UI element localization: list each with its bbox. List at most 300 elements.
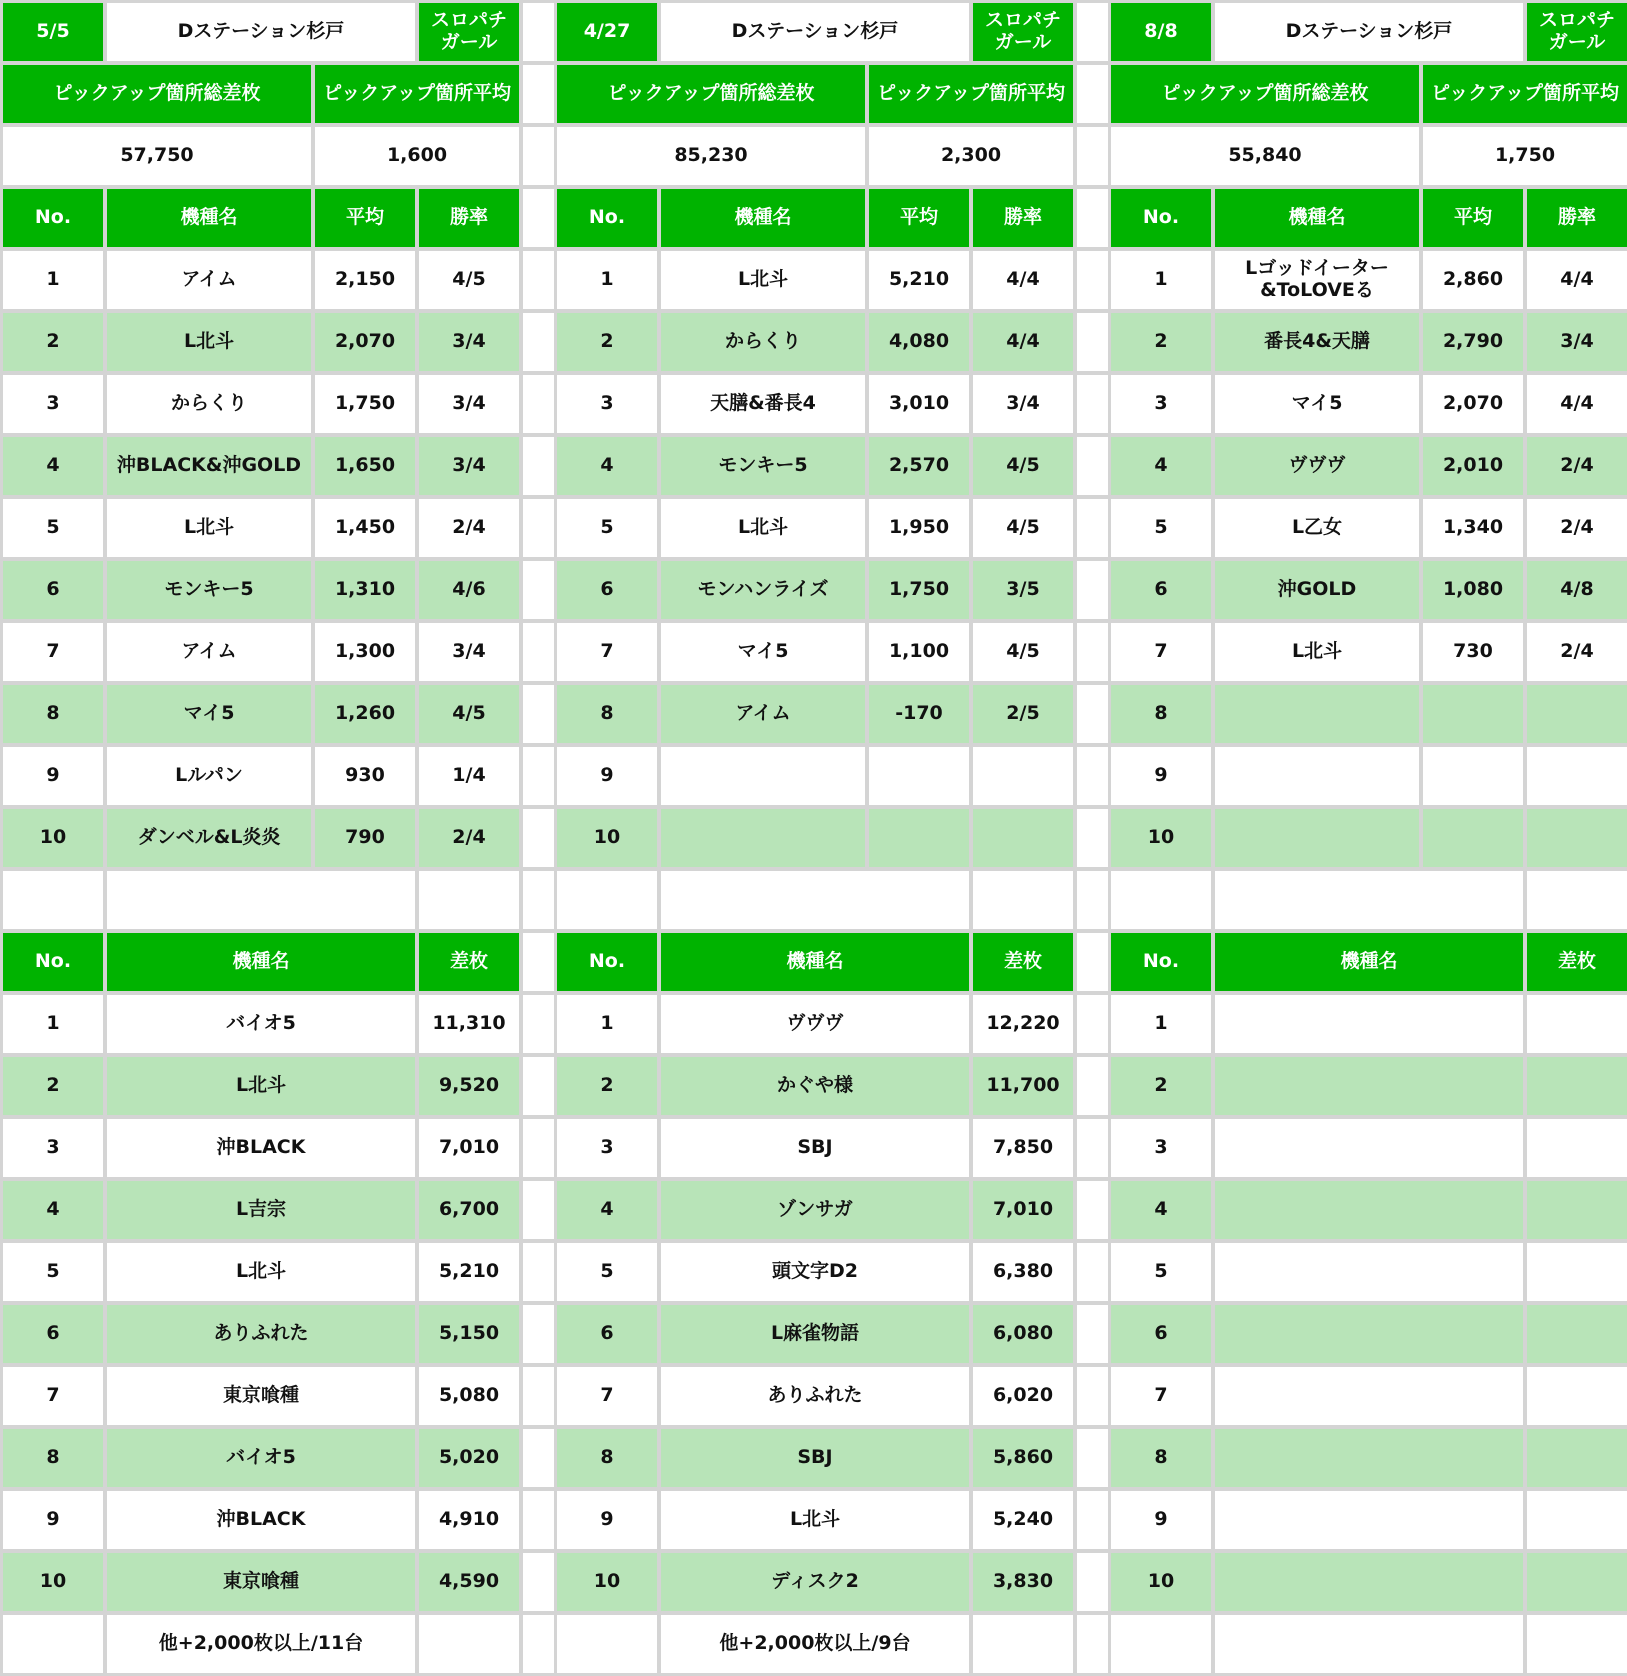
win-rate-cell[interactable]: 2/4 — [416, 806, 522, 870]
diff-model-name-cell[interactable]: かぐや様 — [658, 1054, 972, 1118]
diff-row — [554, 1302, 1089, 1366]
win-rate-cell[interactable]: 2/4 — [1524, 496, 1627, 560]
average-cell[interactable]: 2,070 — [312, 310, 418, 374]
brand-badge-cell[interactable] — [970, 0, 1076, 64]
diff-model-name-cell[interactable]: バイオ5 — [104, 992, 418, 1056]
average-cell[interactable]: 1,650 — [312, 434, 418, 498]
rank-no-cell[interactable]: 9 — [554, 744, 660, 808]
win-rate-cell[interactable]: 2/5 — [970, 682, 1076, 746]
model-name-cell[interactable]: アイム — [658, 682, 868, 746]
diff-value-cell[interactable]: 3,830 — [970, 1550, 1076, 1614]
header-model-name[interactable]: 機種名 — [104, 930, 418, 994]
model-name-cell[interactable]: からくり — [104, 372, 314, 436]
ranking-row — [1108, 372, 1627, 436]
diff-value-cell[interactable]: 7,010 — [416, 1116, 522, 1180]
model-name-cell[interactable]: L北斗 — [1212, 620, 1422, 684]
win-rate-cell[interactable]: 4/5 — [416, 248, 522, 312]
diff-no-cell[interactable]: 5 — [1108, 1240, 1214, 1304]
brand-badge-cell[interactable] — [416, 0, 522, 64]
date-cell[interactable]: 5/5 — [0, 0, 106, 64]
rank-no-cell[interactable]: 7 — [0, 620, 106, 684]
empty-cell[interactable] — [0, 868, 106, 932]
average-cell[interactable]: 1,340 — [1420, 496, 1526, 560]
rank-no-cell[interactable]: 7 — [554, 620, 660, 684]
diff-no-cell[interactable]: 1 — [0, 992, 106, 1056]
average-label[interactable]: ピックアップ箇所平均 — [312, 62, 522, 126]
empty-cell[interactable] — [1524, 868, 1627, 932]
ranking-row — [1108, 248, 1627, 312]
diff-no-cell[interactable]: 8 — [1108, 1426, 1214, 1490]
diff-value-cell[interactable]: 11,700 — [970, 1054, 1076, 1118]
model-name-cell[interactable]: 番長4&天膳 — [1212, 310, 1422, 374]
empty-cell[interactable] — [416, 1612, 522, 1676]
header-model-name[interactable]: 機種名 — [104, 186, 314, 250]
empty-cell[interactable] — [1524, 1612, 1627, 1676]
model-name-cell[interactable]: マイ5 — [104, 682, 314, 746]
date-cell[interactable]: 8/8 — [1108, 0, 1214, 64]
win-rate-cell[interactable]: 3/4 — [1524, 310, 1627, 374]
ranking-row — [0, 248, 535, 312]
ranking-row — [554, 372, 1089, 436]
average-cell[interactable]: 1,100 — [866, 620, 972, 684]
average-cell[interactable]: 730 — [1420, 620, 1526, 684]
diff-no-cell[interactable]: 1 — [554, 992, 660, 1056]
rank-no-cell[interactable]: 3 — [554, 372, 660, 436]
empty-cell[interactable] — [554, 1612, 660, 1676]
model-name-cell[interactable]: Lルパン — [104, 744, 314, 808]
win-rate-cell[interactable] — [970, 744, 1076, 808]
diff-no-cell[interactable]: 5 — [554, 1240, 660, 1304]
diff-value-cell[interactable]: 11,310 — [416, 992, 522, 1056]
win-rate-cell[interactable]: 3/4 — [416, 620, 522, 684]
ranking-row — [554, 682, 1089, 746]
rank-no-cell[interactable]: 2 — [1108, 310, 1214, 374]
average-cell[interactable]: 1,750 — [312, 372, 418, 436]
win-rate-cell[interactable]: 3/5 — [970, 558, 1076, 622]
average-label[interactable]: ピックアップ箇所平均 — [866, 62, 1076, 126]
win-rate-cell[interactable] — [1524, 806, 1627, 870]
model-name-cell[interactable]: マイ5 — [1212, 372, 1422, 436]
average-cell[interactable]: 4,080 — [866, 310, 972, 374]
diff-model-name-cell[interactable] — [1212, 1488, 1526, 1552]
empty-cell[interactable] — [1108, 868, 1214, 932]
diff-no-cell[interactable]: 1 — [1108, 992, 1214, 1056]
date-cell[interactable]: 4/27 — [554, 0, 660, 64]
diff-model-name-cell[interactable] — [1212, 1550, 1526, 1614]
diff-no-cell[interactable]: 9 — [554, 1488, 660, 1552]
diff-no-cell[interactable]: 7 — [1108, 1364, 1214, 1428]
win-rate-cell[interactable]: 3/4 — [970, 372, 1076, 436]
empty-cell[interactable] — [104, 868, 418, 932]
diff-value-cell[interactable] — [1524, 1178, 1627, 1242]
diff-no-cell[interactable]: 3 — [0, 1116, 106, 1180]
rank-no-cell[interactable]: 2 — [554, 310, 660, 374]
diff-model-name-cell[interactable]: 沖BLACK — [104, 1488, 418, 1552]
model-name-cell[interactable]: ヴヴヴ — [1212, 434, 1422, 498]
diff-no-cell[interactable]: 4 — [1108, 1178, 1214, 1242]
diff-no-cell[interactable]: 8 — [554, 1426, 660, 1490]
average-value[interactable]: 1,750 — [1420, 124, 1627, 188]
average-cell[interactable] — [1420, 744, 1526, 808]
diff-row — [0, 992, 535, 1056]
header-model-name[interactable]: 機種名 — [658, 186, 868, 250]
diff-value-cell[interactable]: 7,010 — [970, 1178, 1076, 1242]
model-name-cell[interactable]: 沖BLACK&沖GOLD — [104, 434, 314, 498]
rank-no-cell[interactable]: 10 — [1108, 806, 1214, 870]
diff-no-cell[interactable]: 3 — [1108, 1116, 1214, 1180]
total-diff-value[interactable]: 57,750 — [0, 124, 314, 188]
empty-cell[interactable] — [970, 1612, 1076, 1676]
diff-no-cell[interactable]: 6 — [554, 1302, 660, 1366]
diff-no-cell[interactable]: 8 — [0, 1426, 106, 1490]
win-rate-cell[interactable]: 3/4 — [416, 372, 522, 436]
average-cell[interactable]: 790 — [312, 806, 418, 870]
win-rate-cell[interactable] — [1524, 682, 1627, 746]
model-name-cell[interactable] — [658, 744, 868, 808]
header-diff[interactable]: 差枚 — [1524, 930, 1627, 994]
diff-header-row — [554, 930, 1089, 994]
diff-value-cell[interactable]: 4,910 — [416, 1488, 522, 1552]
diff-model-name-cell[interactable] — [1212, 1116, 1526, 1180]
diff-model-name-cell[interactable]: SBJ — [658, 1116, 972, 1180]
header-no[interactable]: No. — [1108, 186, 1214, 250]
model-name-cell[interactable]: からくり — [658, 310, 868, 374]
header-win-rate[interactable]: 勝率 — [416, 186, 522, 250]
diff-no-cell[interactable]: 10 — [1108, 1550, 1214, 1614]
diff-value-cell[interactable]: 5,240 — [970, 1488, 1076, 1552]
diff-value-cell[interactable]: 5,210 — [416, 1240, 522, 1304]
diff-row — [554, 1240, 1089, 1304]
header-model-name[interactable]: 機種名 — [658, 930, 972, 994]
win-rate-cell[interactable] — [1524, 744, 1627, 808]
model-name-cell[interactable] — [1212, 248, 1422, 312]
rank-no-cell[interactable]: 8 — [0, 682, 106, 746]
model-name-cell[interactable]: アイム — [104, 248, 314, 312]
diff-no-cell[interactable]: 5 — [0, 1240, 106, 1304]
average-cell[interactable]: 5,210 — [866, 248, 972, 312]
header-model-name[interactable]: 機種名 — [1212, 930, 1526, 994]
diff-value-cell[interactable]: 6,020 — [970, 1364, 1076, 1428]
rank-no-cell[interactable]: 5 — [1108, 496, 1214, 560]
average-cell[interactable]: 2,070 — [1420, 372, 1526, 436]
model-name-cell[interactable]: L北斗 — [658, 496, 868, 560]
average-cell[interactable] — [866, 806, 972, 870]
rank-no-cell[interactable]: 6 — [554, 558, 660, 622]
rank-no-cell[interactable]: 8 — [1108, 682, 1214, 746]
ranking-row — [554, 806, 1089, 870]
rank-no-cell[interactable]: 2 — [0, 310, 106, 374]
rank-no-cell[interactable]: 5 — [0, 496, 106, 560]
diff-row — [0, 1364, 535, 1428]
ranking-row — [0, 496, 535, 560]
empty-cell[interactable] — [1108, 1612, 1214, 1676]
header-average[interactable]: 平均 — [1420, 186, 1526, 250]
cell-line: スロパチ — [430, 9, 507, 32]
empty-cell[interactable] — [970, 868, 1076, 932]
empty-cell[interactable] — [416, 868, 522, 932]
empty-cell[interactable] — [658, 868, 972, 932]
average-cell[interactable]: 3,010 — [866, 372, 972, 436]
footer-note-cell[interactable]: 他+2,000枚以上/11台 — [104, 1612, 418, 1676]
rank-no-cell[interactable]: 3 — [0, 372, 106, 436]
diff-model-name-cell[interactable]: ありふれた — [658, 1364, 972, 1428]
diff-model-name-cell[interactable]: ヴヴヴ — [658, 992, 972, 1056]
diff-model-name-cell[interactable]: 沖BLACK — [104, 1116, 418, 1180]
diff-model-name-cell[interactable] — [1212, 1054, 1526, 1118]
win-rate-cell[interactable]: 4/4 — [970, 310, 1076, 374]
diff-value-cell[interactable]: 5,020 — [416, 1426, 522, 1490]
ranking-row — [1108, 682, 1627, 746]
win-rate-cell[interactable]: 2/4 — [1524, 620, 1627, 684]
rank-no-cell[interactable]: 6 — [1108, 558, 1214, 622]
diff-row — [0, 1488, 535, 1552]
model-name-cell[interactable]: モンハンライズ — [658, 558, 868, 622]
average-cell[interactable]: 2,790 — [1420, 310, 1526, 374]
ranking-row — [1108, 496, 1627, 560]
diff-row — [554, 1426, 1089, 1490]
win-rate-cell[interactable]: 2/4 — [1524, 434, 1627, 498]
header-no[interactable]: No. — [0, 930, 106, 994]
diff-model-name-cell[interactable] — [1212, 1178, 1526, 1242]
win-rate-cell[interactable]: 4/8 — [1524, 558, 1627, 622]
model-name-cell[interactable] — [1212, 682, 1422, 746]
model-name-cell[interactable]: L北斗 — [104, 310, 314, 374]
diff-no-cell[interactable]: 2 — [554, 1054, 660, 1118]
total-diff-value[interactable]: 85,230 — [554, 124, 868, 188]
average-cell[interactable]: 1,950 — [866, 496, 972, 560]
diff-row — [0, 1550, 535, 1614]
model-name-cell[interactable]: ダンベル&L炎炎 — [104, 806, 314, 870]
model-name-cell[interactable]: モンキー5 — [104, 558, 314, 622]
brand-badge-cell[interactable] — [1524, 0, 1627, 64]
empty-cell[interactable] — [1212, 868, 1526, 932]
diff-model-name-cell[interactable]: ディスク2 — [658, 1550, 972, 1614]
total-diff-label[interactable]: ピックアップ箇所総差枚 — [554, 62, 868, 126]
footer-row — [1108, 1612, 1627, 1676]
diff-model-name-cell[interactable] — [1212, 1240, 1526, 1304]
store-name-cell[interactable]: Dステーション杉戸 — [658, 0, 972, 64]
diff-value-cell[interactable]: 5,080 — [416, 1364, 522, 1428]
diff-value-cell[interactable] — [1524, 1116, 1627, 1180]
total-diff-label[interactable]: ピックアップ箇所総差枚 — [1108, 62, 1422, 126]
average-cell[interactable]: -170 — [866, 682, 972, 746]
average-cell[interactable] — [1420, 682, 1526, 746]
diff-value-cell[interactable] — [1524, 1240, 1627, 1304]
diff-header-row — [1108, 930, 1627, 994]
average-cell[interactable]: 1,310 — [312, 558, 418, 622]
diff-model-name-cell[interactable] — [1212, 1302, 1526, 1366]
win-rate-cell[interactable]: 4/4 — [1524, 248, 1627, 312]
diff-value-cell[interactable]: 6,080 — [970, 1302, 1076, 1366]
diff-model-name-cell[interactable]: L吉宗 — [104, 1178, 418, 1242]
summary-label-row — [554, 62, 1089, 126]
header-no[interactable]: No. — [554, 930, 660, 994]
header-average[interactable]: 平均 — [866, 186, 972, 250]
win-rate-cell[interactable]: 3/4 — [416, 310, 522, 374]
diff-value-cell[interactable] — [1524, 1488, 1627, 1552]
average-cell[interactable]: 1,300 — [312, 620, 418, 684]
header-average[interactable]: 平均 — [312, 186, 418, 250]
footer-note-cell[interactable]: 他+2,000枚以上/9台 — [658, 1612, 972, 1676]
model-name-cell[interactable]: モンキー5 — [658, 434, 868, 498]
diff-value-cell[interactable] — [1524, 1426, 1627, 1490]
diff-model-name-cell[interactable]: 頭文字D2 — [658, 1240, 972, 1304]
rank-no-cell[interactable]: 4 — [554, 434, 660, 498]
diff-no-cell[interactable]: 9 — [0, 1488, 106, 1552]
model-name-cell[interactable]: マイ5 — [658, 620, 868, 684]
model-name-cell[interactable]: アイム — [104, 620, 314, 684]
model-name-cell[interactable]: 天膳&番長4 — [658, 372, 868, 436]
model-name-cell[interactable]: 沖GOLD — [1212, 558, 1422, 622]
win-rate-cell[interactable]: 4/4 — [970, 248, 1076, 312]
diff-value-cell[interactable]: 4,590 — [416, 1550, 522, 1614]
diff-no-cell[interactable]: 7 — [554, 1364, 660, 1428]
diff-no-cell[interactable]: 4 — [0, 1178, 106, 1242]
win-rate-cell[interactable]: 3/4 — [416, 434, 522, 498]
rank-no-cell[interactable]: 9 — [0, 744, 106, 808]
header-model-name[interactable]: 機種名 — [1212, 186, 1422, 250]
ranking-row — [554, 558, 1089, 622]
average-cell[interactable]: 1,450 — [312, 496, 418, 560]
store-name-cell[interactable]: Dステーション杉戸 — [104, 0, 418, 64]
rank-no-cell[interactable]: 5 — [554, 496, 660, 560]
average-value[interactable]: 1,600 — [312, 124, 522, 188]
rank-no-cell[interactable]: 9 — [1108, 744, 1214, 808]
diff-value-cell[interactable] — [1524, 1302, 1627, 1366]
diff-no-cell[interactable]: 2 — [1108, 1054, 1214, 1118]
rank-no-cell[interactable]: 1 — [0, 248, 106, 312]
rank-no-cell[interactable]: 8 — [554, 682, 660, 746]
diff-model-name-cell[interactable] — [1212, 992, 1526, 1056]
rank-no-cell[interactable]: 1 — [1108, 248, 1214, 312]
diff-value-cell[interactable] — [1524, 1364, 1627, 1428]
average-cell[interactable]: 2,860 — [1420, 248, 1526, 312]
win-rate-cell[interactable]: 4/5 — [970, 434, 1076, 498]
diff-model-name-cell[interactable]: 東京喰種 — [104, 1364, 418, 1428]
average-cell[interactable]: 930 — [312, 744, 418, 808]
diff-value-cell[interactable]: 5,860 — [970, 1426, 1076, 1490]
diff-no-cell[interactable]: 10 — [0, 1550, 106, 1614]
diff-value-cell[interactable]: 12,220 — [970, 992, 1076, 1056]
model-name-cell[interactable] — [1212, 744, 1422, 808]
diff-value-cell[interactable] — [1524, 1054, 1627, 1118]
header-diff[interactable]: 差枚 — [416, 930, 522, 994]
win-rate-cell[interactable]: 4/5 — [970, 620, 1076, 684]
total-diff-label[interactable]: ピックアップ箇所総差枚 — [0, 62, 314, 126]
model-name-cell[interactable]: L乙女 — [1212, 496, 1422, 560]
diff-no-cell[interactable]: 10 — [554, 1550, 660, 1614]
average-cell[interactable]: 1,260 — [312, 682, 418, 746]
diff-no-cell[interactable]: 6 — [1108, 1302, 1214, 1366]
rank-no-cell[interactable]: 10 — [0, 806, 106, 870]
empty-cell[interactable] — [0, 1612, 106, 1676]
rank-no-cell[interactable]: 7 — [1108, 620, 1214, 684]
average-cell[interactable]: 1,750 — [866, 558, 972, 622]
rank-no-cell[interactable]: 6 — [0, 558, 106, 622]
win-rate-cell[interactable]: 2/4 — [416, 496, 522, 560]
model-name-cell[interactable] — [658, 806, 868, 870]
model-name-cell[interactable]: L北斗 — [104, 496, 314, 560]
average-cell[interactable] — [1420, 806, 1526, 870]
diff-no-cell[interactable]: 7 — [0, 1364, 106, 1428]
header-no[interactable]: No. — [1108, 930, 1214, 994]
ranking-row — [554, 496, 1089, 560]
diff-value-cell[interactable]: 6,700 — [416, 1178, 522, 1242]
diff-model-name-cell[interactable] — [1212, 1426, 1526, 1490]
average-cell[interactable] — [866, 744, 972, 808]
header-win-rate[interactable]: 勝率 — [1524, 186, 1627, 250]
diff-model-name-cell[interactable]: L麻雀物語 — [658, 1302, 972, 1366]
diff-value-cell[interactable]: 6,380 — [970, 1240, 1076, 1304]
win-rate-cell[interactable]: 4/5 — [970, 496, 1076, 560]
store-name-cell[interactable]: Dステーション杉戸 — [1212, 0, 1526, 64]
diff-model-name-cell[interactable]: バイオ5 — [104, 1426, 418, 1490]
diff-model-name-cell[interactable]: L北斗 — [104, 1240, 418, 1304]
diff-no-cell[interactable]: 3 — [554, 1116, 660, 1180]
diff-model-name-cell[interactable] — [1212, 1364, 1526, 1428]
header-no[interactable]: No. — [554, 186, 660, 250]
average-label[interactable]: ピックアップ箇所平均 — [1420, 62, 1627, 126]
rank-no-cell[interactable]: 4 — [0, 434, 106, 498]
diff-value-cell[interactable] — [1524, 1550, 1627, 1614]
header-win-rate[interactable]: 勝率 — [970, 186, 1076, 250]
rank-no-cell[interactable]: 4 — [1108, 434, 1214, 498]
footer-note-cell[interactable] — [1212, 1612, 1526, 1676]
model-name-cell[interactable] — [1212, 806, 1422, 870]
diff-no-cell[interactable]: 2 — [0, 1054, 106, 1118]
empty-cell[interactable] — [554, 868, 660, 932]
total-diff-value[interactable]: 55,840 — [1108, 124, 1422, 188]
diff-model-name-cell[interactable]: L北斗 — [104, 1054, 418, 1118]
diff-value-cell[interactable]: 5,150 — [416, 1302, 522, 1366]
diff-row — [1108, 1116, 1627, 1180]
diff-model-name-cell[interactable]: ゾンサガ — [658, 1178, 972, 1242]
diff-value-cell[interactable]: 9,520 — [416, 1054, 522, 1118]
win-rate-cell[interactable]: 4/5 — [416, 682, 522, 746]
rank-no-cell[interactable]: 1 — [554, 248, 660, 312]
ranking-row — [1108, 620, 1627, 684]
rank-no-cell[interactable]: 3 — [1108, 372, 1214, 436]
diff-model-name-cell[interactable]: ありふれた — [104, 1302, 418, 1366]
average-cell[interactable]: 2,150 — [312, 248, 418, 312]
diff-no-cell[interactable]: 6 — [0, 1302, 106, 1366]
win-rate-cell[interactable] — [970, 806, 1076, 870]
diff-value-cell[interactable] — [1524, 992, 1627, 1056]
header-no[interactable]: No. — [0, 186, 106, 250]
diff-no-cell[interactable]: 4 — [554, 1178, 660, 1242]
win-rate-cell[interactable]: 1/4 — [416, 744, 522, 808]
rank-no-cell[interactable]: 10 — [554, 806, 660, 870]
diff-model-name-cell[interactable]: L北斗 — [658, 1488, 972, 1552]
ranking-header-row — [1108, 186, 1627, 250]
diff-no-cell[interactable]: 9 — [1108, 1488, 1214, 1552]
header-diff[interactable]: 差枚 — [970, 930, 1076, 994]
win-rate-cell[interactable]: 4/4 — [1524, 372, 1627, 436]
average-value[interactable]: 2,300 — [866, 124, 1076, 188]
diff-value-cell[interactable]: 7,850 — [970, 1116, 1076, 1180]
report-panel — [1108, 0, 1627, 1675]
footer-row — [0, 1612, 535, 1676]
average-cell[interactable]: 1,080 — [1420, 558, 1526, 622]
average-cell[interactable]: 2,570 — [866, 434, 972, 498]
average-cell[interactable]: 2,010 — [1420, 434, 1526, 498]
win-rate-cell[interactable]: 4/6 — [416, 558, 522, 622]
ranking-row — [0, 744, 535, 808]
diff-row — [0, 1178, 535, 1242]
diff-model-name-cell[interactable]: SBJ — [658, 1426, 972, 1490]
model-name-cell[interactable]: L北斗 — [658, 248, 868, 312]
diff-model-name-cell[interactable]: 東京喰種 — [104, 1550, 418, 1614]
